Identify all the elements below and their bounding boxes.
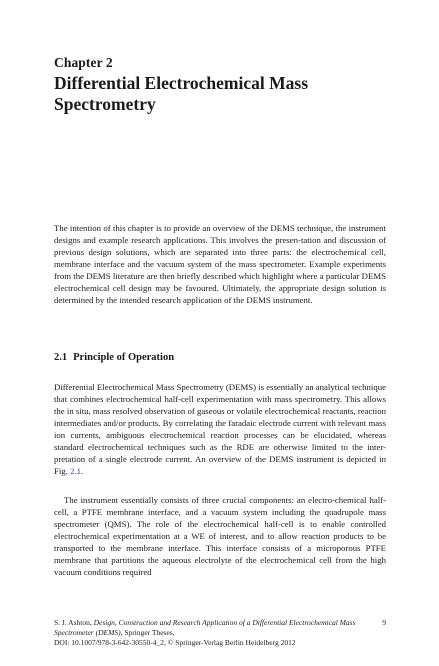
chapter-title: Differential Electrochemical Mass Spectrometry	[54, 73, 308, 114]
citation-author: S. J. Ashton,	[54, 618, 94, 627]
chapter-label: Chapter 2	[54, 55, 113, 70]
chapter-abstract: The intention of this chapter is to provide an overview of the DEMS technique, the instrument designs and example research applications. This involves the presen-tation and discussion of previous design solutions, which are separated into three parts: the electrochemical cell, membrane interface and the vacuum system of the mass spectrometer. Example experiments from the DEMS literature are then briefly described which highlight where a particular DEMS electrochemical cell design may be favoured. Ultimately, the appropriate design solution is determined by the intended research application of the DEMS instrument.	[54, 223, 386, 305]
citation-doi: DOI: 10.1007/978-3-642-30550-4_2, © Springer-Verlag Berlin Heidelberg 2012	[54, 638, 296, 647]
section-number: 2.1	[54, 352, 68, 363]
figure-reference-link[interactable]: 2.1	[70, 466, 81, 476]
page-footer	[54, 618, 386, 648]
citation-line-1	[54, 618, 386, 638]
paragraph-1-end: .	[81, 466, 84, 476]
citation-series: , Springer Theses,	[120, 628, 175, 637]
paragraph-1-text: Differential Electrochemical Mass Spectrometry (DEMS) is essentially an analytical technique that combines electrochemical half-cell experimentation with mass spectrometry. This allows the in situ, mass resolved observation of gaseous or volatile electrochemical reactants, reaction intermediates and/or products. By correlating the faradaic electrode current with relevant mass ion currents, ambiguous electrochemical reaction processes can be elucidated, whereas standard electrochemical techniques such as the RDE are otherwise limited to the inter-pretation of a single electrode current. An overview of the DEMS instrument is depicted in Fig.	[54, 382, 386, 476]
section-heading	[54, 352, 174, 363]
citation-book-title: Design, Construction and Research Application of a Differential Electrochemical Mass Spectrometer (DEMS)	[54, 618, 356, 637]
body-paragraph-1	[54, 381, 386, 477]
body-paragraph-2: The instrument essentially consists of three crucial components: an electro-chemical half-cell, a PTFE membrane interface, and a vacuum system including the quadrupole mass spectrometer (QMS). The role of the electrochemical half-cell is to enable controlled electrochemical experimentation at a WE of interest, and to allow reaction products to be transported to the membrane interface. This interface consists of a microporous PTFE membrane that partitions the aqueous electrolyte of the electrochemical cell from the high vacuum conditions required	[54, 495, 386, 577]
section-title: Principle of Operation	[73, 352, 175, 363]
page-number: 9	[382, 618, 386, 627]
